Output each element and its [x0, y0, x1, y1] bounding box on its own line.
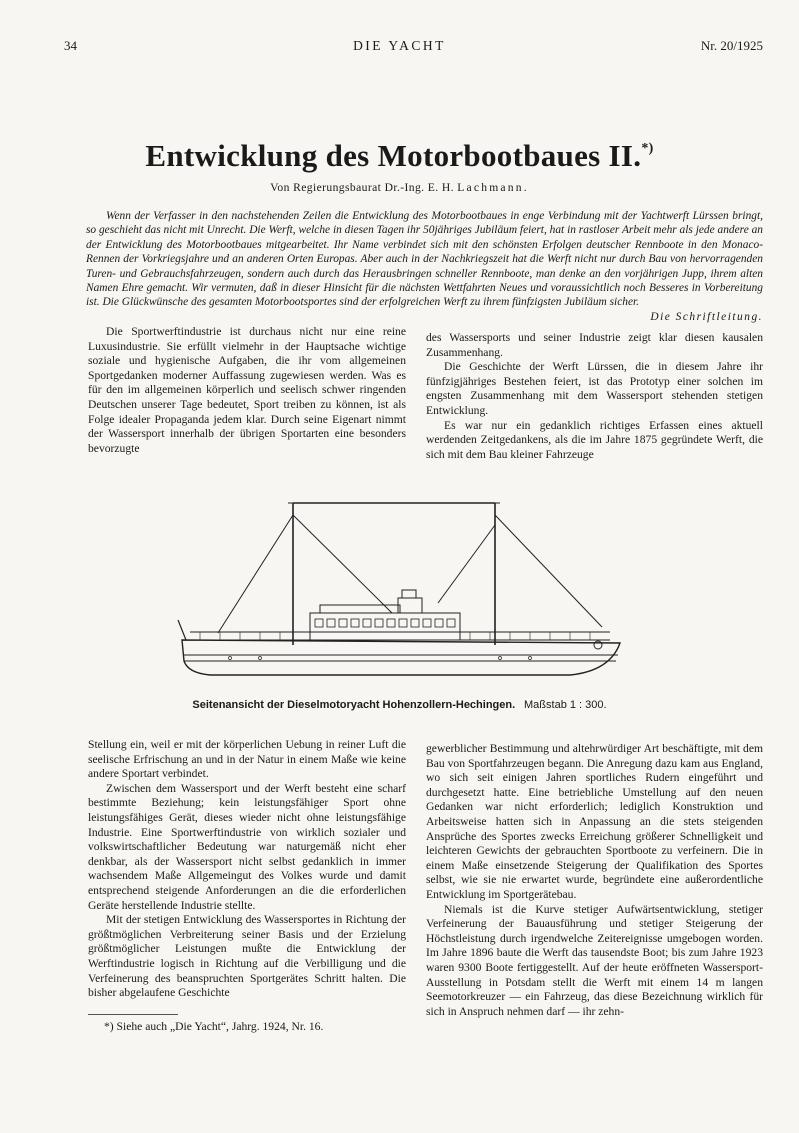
- yacht-side-elevation-drawing: [170, 495, 625, 690]
- caption-text: Seitenansicht der Dieselmotoryacht Hohenzollern-Hechingen.: [192, 699, 516, 711]
- page-number: 34: [64, 38, 77, 53]
- figure-caption: [0, 699, 799, 711]
- title-footnote-mark: *): [641, 141, 654, 156]
- editorial-intro: [86, 209, 763, 324]
- footnote: *) Siehe auch „Die Yacht“, Jahrg. 1924, Nr. 16.: [104, 1020, 324, 1033]
- paragraph: Stellung ein, weil er mit der körperlichen Uebung in reiner Luft die seelische Erfrischung an und in der Natur in einem Maße wie keine andere Sportart verbindet.: [88, 738, 406, 781]
- footnote-divider: [88, 1014, 178, 1015]
- byline-author: Lachmann.: [457, 181, 529, 194]
- article-title: [0, 138, 799, 174]
- paragraph: Die Geschichte der Werft Lürssen, die in diesem Jahre ihr fünfzigjähriges Bestehen feiert, ist das Prototyp einer solchen im engsten Zusammenhang mit dem Wassersport stehenden stetigen Entwicklung.: [426, 360, 763, 417]
- column-1: [88, 325, 406, 456]
- caption-scale: Maßstab 1 : 300.: [524, 699, 607, 711]
- column-4: [426, 742, 763, 1019]
- article-title-text: Entwicklung des Motorbootbaues II.: [145, 138, 642, 173]
- byline-prefix: Von Regierungsbaurat Dr.-Ing. E. H.: [270, 181, 454, 194]
- paragraph: Mit der stetigen Entwicklung des Wassersportes in Richtung der größtmöglichen Verbreiterung seiner Basis und der Erzielung größtmöglicher Leistungen mußte die Entwicklung der Werftindustrie logisch in Richtung auf die Verbilligung und die Verfeinerung des beanspruchten Sportgerätes Schritt halten. Die bisher abgelaufene Geschichte: [88, 913, 406, 1000]
- paragraph: gewerblicher Bestimmung und altehrwürdiger Art beschäftigte, mit dem Bau von Sportfahrzeugen begann. Die Anregung dazu kam aus England, wo sich seit einigen Jahren sportliches Rudern eingeführt und durchgesetzt hatte. Eine betriebliche Umstellung auf den neuen Gedanken war nicht erforderlich; lediglich Konstruktion und Arbeitsweise hatten sich in Anpassung an die stets steigenden Ansprüche des Sportes zwecks Erreichung größerer Schnelligkeit und leichteren Gewichts der gebrauchten Sportboote zu verfeinern. Die in einem Maße einsetzende Steigerung der Qualifikation des Sportes selbst, wie sie nie erwartet wurde, begründete eine außerordentliche Entwicklung im Sportgerätebau.: [426, 742, 763, 901]
- journal-name: DIE YACHT: [353, 38, 446, 53]
- issue-number: Nr. 20/1925: [700, 38, 763, 53]
- paragraph: Niemals ist die Kurve stetiger Aufwärtsentwicklung, stetiger Verfeinerung der Bauausführung und stetiger Steigerung der Höchstleistung durch irgendwelche Zeitereignisse umgebogen worden. Im Jahre 1896 baute die Werft das tausendste Boot; bis zum Jahre 1923 waren 9300 Boote fertiggestellt. Auf der heute eröffneten Wassersport-Ausstellung in Potsdam stellt die Werft mit einem 14 m langen Seemotorkreuzer — ein Fahrzeug, das diese Bezeichnung wirklich für sich in Anspruch nehmen darf — ihr zehn-: [426, 902, 763, 1018]
- paragraph: Zwischen dem Wassersport und der Werft besteht eine scharf bestimmte Beziehung; kein leistungsfähiger Sport ohne leistungsfähiges Gerät, dieses wieder nicht ohne leistungsfähige Industrie. Eine Sportwerftindustrie von wirklich sozialer und volkswirtschaftlicher Bedeutung war naturgemäß nicht eher denkbar, als der Wassersport nicht selbst gedanklich in immer wachsendem Maße Allgemeingut des Volkes wurde und damit entsprechend steigende Anforderungen an die die erforderlichen Geräte herstellende Industrie stellte.: [88, 781, 406, 912]
- column-2: [426, 331, 763, 462]
- paragraph: des Wassersports und seiner Industrie zeigt klar diesen kausalen Zusammenhang.: [426, 331, 763, 359]
- column-3: [88, 738, 406, 1001]
- intro-signature: Die Schriftleitung.: [650, 310, 763, 323]
- intro-text: Wenn der Verfasser in den nachstehenden Zeilen die Entwicklung des Motorbootbaues in enge Verbindung mit der Yachtwerft Lürssen bringt, so geschieht das nicht mit Unrecht. Die Werft, welche in diesen Tagen ihr 50jähriges Jubiläum feiert, hat in rastloser Arbeit mehr als jede andere an der Entwicklung des Motorbootbaues mitgearbeitet. Ihr Name verbindet sich mit den schönsten Erfolgen deutscher Rennboote in den Monaco-Rennen der Vorkriegsjahre und an anderen Orten Europas. Aber auch in der Nachkriegszeit hat die Werft nicht nur durch Bau von hervorragenden Turen- und Gebrauchsfahrzeugen, sondern auch durch das Herausbringen schneller Rennboote, man denke an den vorjährigen Jupp, ihrem alten Namen Ehre gemacht. Wir vermuten, daß in dieser Hinsicht für die nächsten Wettfahrten Neues und voraussichtlich noch Besseres in Vorbereitung ist. Die Glückwünsche des gesamten Motorbootsportes sind der erfolgreichen Werft zu ihrem fünfzigsten Jubiläum sicher.: [86, 210, 763, 309]
- paragraph: Die Sportwerftindustrie ist durchaus nicht nur eine reine Luxusindustrie. Sie erfüllt vielmehr in der Hauptsache wichtige soziale und hygienische Aufgaben, die ihr vom allgemeinen Sportgedanken moderner Auffassung zugewiesen werden. Was es für den im allgemeinen körperlich und seelisch schwer ringenden Deutschen unserer Tage bedeutet, Sport treiben zu können, ist als Folge idealer Propaganda jedem klar. Durch seine Eigenart nimmt der Wassersport innerhalb der übrigen Sportarten eine besonders bevorzugte: [88, 325, 406, 455]
- article-byline: [0, 181, 799, 194]
- paragraph: Es war nur ein gedanklich richtiges Erfassen eines aktuell werdenden Zeitgedankens, als die im Jahre 1875 gegründete Werft, die sich mit dem Bau kleiner Fahrzeuge: [426, 418, 763, 461]
